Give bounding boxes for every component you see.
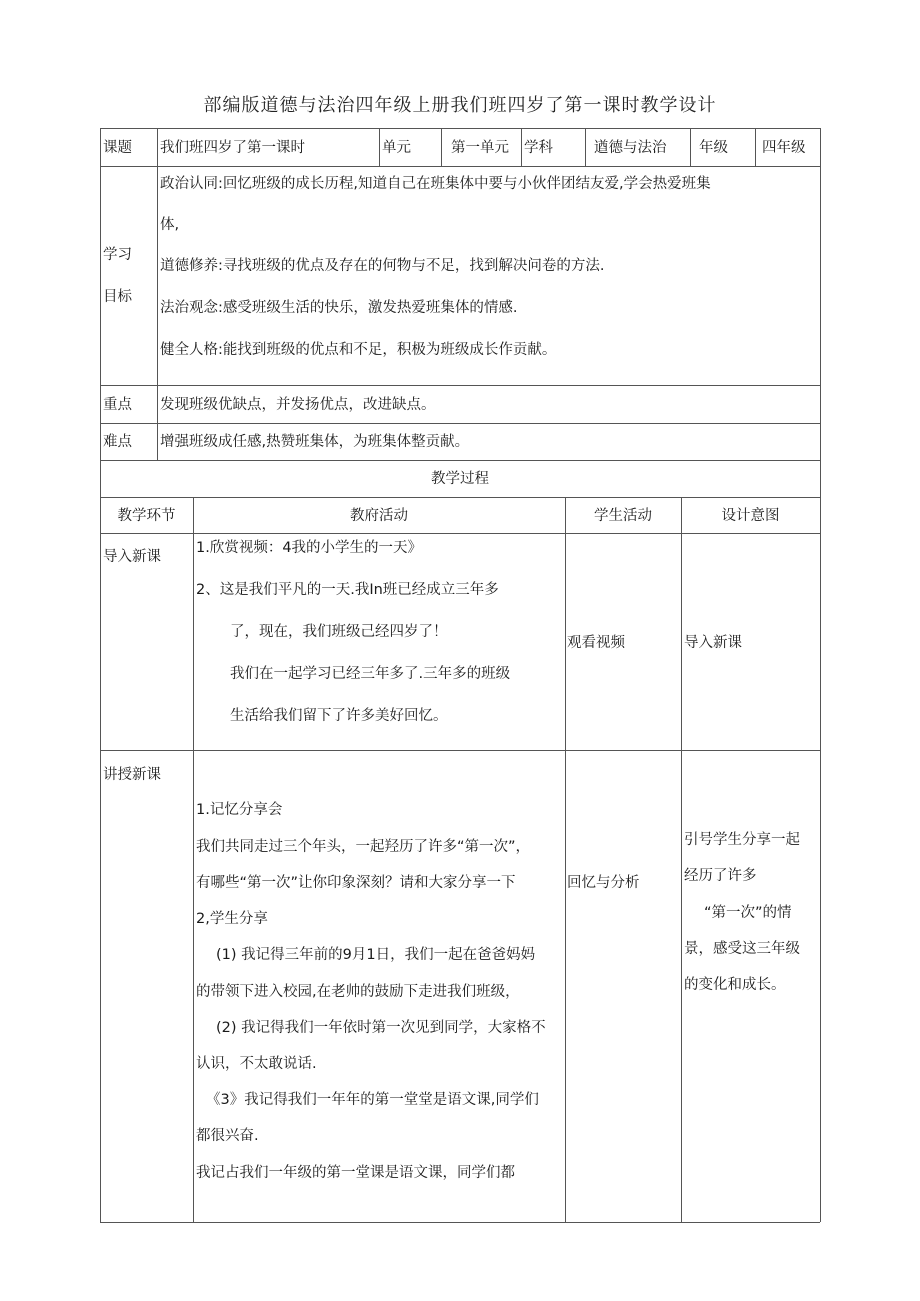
topic-value: 我们班四岁了第一课时 xyxy=(160,140,305,156)
row-divider-info xyxy=(100,166,820,167)
grade-label: 年级 xyxy=(699,140,728,156)
row-divider-columns xyxy=(100,533,820,534)
table-border-bottom xyxy=(100,1222,820,1223)
row-divider-key xyxy=(100,423,820,424)
intro-stage: 导入新课 xyxy=(103,549,161,565)
column-header-teacher: 教府活动 xyxy=(350,508,408,524)
row-divider-difficult xyxy=(100,460,820,461)
intro-teacher-line: 1.欣赏视频：4我的小学生的一天》 xyxy=(196,540,423,556)
lecture-intent-line: 景，感受这三年级 xyxy=(684,941,800,957)
objective-line: 道德修养:寻找班级的优点及存在的何物与不足，找到解决问卷的方法. xyxy=(160,258,605,274)
info-divider-subject xyxy=(521,128,522,166)
column-header-student: 学生活动 xyxy=(594,508,652,524)
process-divider-stage xyxy=(193,497,194,1222)
unit-label: 单元 xyxy=(382,140,411,156)
process-divider-teacher xyxy=(565,497,566,1222)
lecture-teacher-line: 我记占我们一年级的第一堂课是语文课，同学们都 xyxy=(196,1165,515,1181)
document-title: 部编版道德与法治四年级上册我们班四岁了第一课时教学设计 xyxy=(203,95,717,116)
topic-label: 课题 xyxy=(103,140,132,156)
objective-line: 法治观念:感受班级生活的快乐，激发热爱班集体的情感. xyxy=(160,300,518,316)
info-divider-grade xyxy=(690,128,691,166)
key-point-text: 发现班级优缺点，并发扬优点，改进缺点。 xyxy=(160,397,436,413)
intro-teacher-line: 2、这是我们平凡的一天.我In班已经成立三年多 xyxy=(196,582,499,598)
lecture-teacher-line: 的带领下进入校园,在老帅的鼓励下走进我们班级， xyxy=(196,984,520,1000)
unit-value: 第一单元 xyxy=(451,140,509,156)
table-border-top xyxy=(100,128,820,129)
objective-line: 政治认同:回忆班级的成长历程,知道自己在班集体中要与小伙伴团结友爱,学会热爱班集 xyxy=(160,176,711,192)
lecture-teacher-line: 认识，不太敢说话. xyxy=(196,1056,317,1072)
lecture-intent-line: 引号学生分享一起 xyxy=(684,832,800,848)
objective-line: 体, xyxy=(160,217,180,233)
intro-design-intent: 导入新课 xyxy=(684,635,742,651)
row-divider-objectives xyxy=(100,385,820,386)
info-divider-unit xyxy=(379,128,380,166)
lecture-teacher-line: (2) 我记得我们一年依时第一次见到同学，大家格不 xyxy=(216,1020,546,1036)
lecture-teacher-line: 《3》我记得我们一年年的第一堂堂是语文课,同学们 xyxy=(206,1092,539,1108)
objectives-label-line2: 目标 xyxy=(103,289,132,305)
table-border-left xyxy=(100,128,101,1222)
row-divider-process-heading xyxy=(100,497,820,498)
intro-teacher-line: 我们在一起学习已经三年多了.三年多的班级 xyxy=(230,666,511,682)
grade-value: 四年级 xyxy=(762,140,806,156)
lecture-stage: 讲授新课 xyxy=(103,767,161,783)
intro-teacher-line: 生活给我们留下了许多美好回忆。 xyxy=(230,708,448,724)
key-point-label: 重点 xyxy=(103,397,132,413)
lecture-intent-line: 经历了许多 xyxy=(684,868,757,884)
info-divider-subject-value xyxy=(585,128,586,166)
subject-value: 遒德与法治 xyxy=(594,140,667,156)
objectives-label-line1: 学习 xyxy=(103,247,132,263)
column-header-stage: 教学环节 xyxy=(117,508,176,524)
objective-line: 健全人格:能找到班级的优点和不足，积极为班级成长作贡献。 xyxy=(160,342,557,358)
row-divider-intro xyxy=(100,750,820,751)
lecture-intent-line: 的变化和成长。 xyxy=(684,977,786,993)
column-header-intent: 设计意图 xyxy=(721,508,780,524)
process-heading: 教学过程 xyxy=(431,471,489,487)
info-divider-unit-value xyxy=(441,128,442,166)
lecture-teacher-line: 都很兴奋. xyxy=(196,1128,259,1144)
intro-student-activity: 观看视频 xyxy=(567,635,625,651)
intro-teacher-line: 了，现在，我们班级己经四岁了！ xyxy=(230,624,448,640)
difficult-point-text: 增强班级成任感,热赞班集体，为班集体整贡献。 xyxy=(160,434,470,450)
lecture-teacher-line: 2,学生分享 xyxy=(196,911,268,927)
label-column-divider xyxy=(157,128,158,460)
lecture-intent-line: “第一次”的情 xyxy=(704,905,792,921)
lecture-teacher-line: (1) 我记得三年前的9月1日，我们一起在爸爸妈妈 xyxy=(216,947,536,963)
lecture-teacher-line: 1.记忆分享会 xyxy=(196,802,283,818)
subject-label: 学科 xyxy=(524,140,553,156)
table-border-right xyxy=(820,128,821,1222)
lecture-student-activity: 回忆与分析 xyxy=(567,875,640,891)
lecture-teacher-line: 有哪些“第一次”让你印象深刻？请和大家分享一下 xyxy=(196,875,516,891)
difficult-point-label: 难点 xyxy=(103,434,132,450)
process-divider-student xyxy=(681,497,682,1222)
lecture-teacher-line: 我们共同走过三个年头，一起羟历了许多“第一次”， xyxy=(196,839,531,855)
info-divider-grade-value xyxy=(755,128,756,166)
